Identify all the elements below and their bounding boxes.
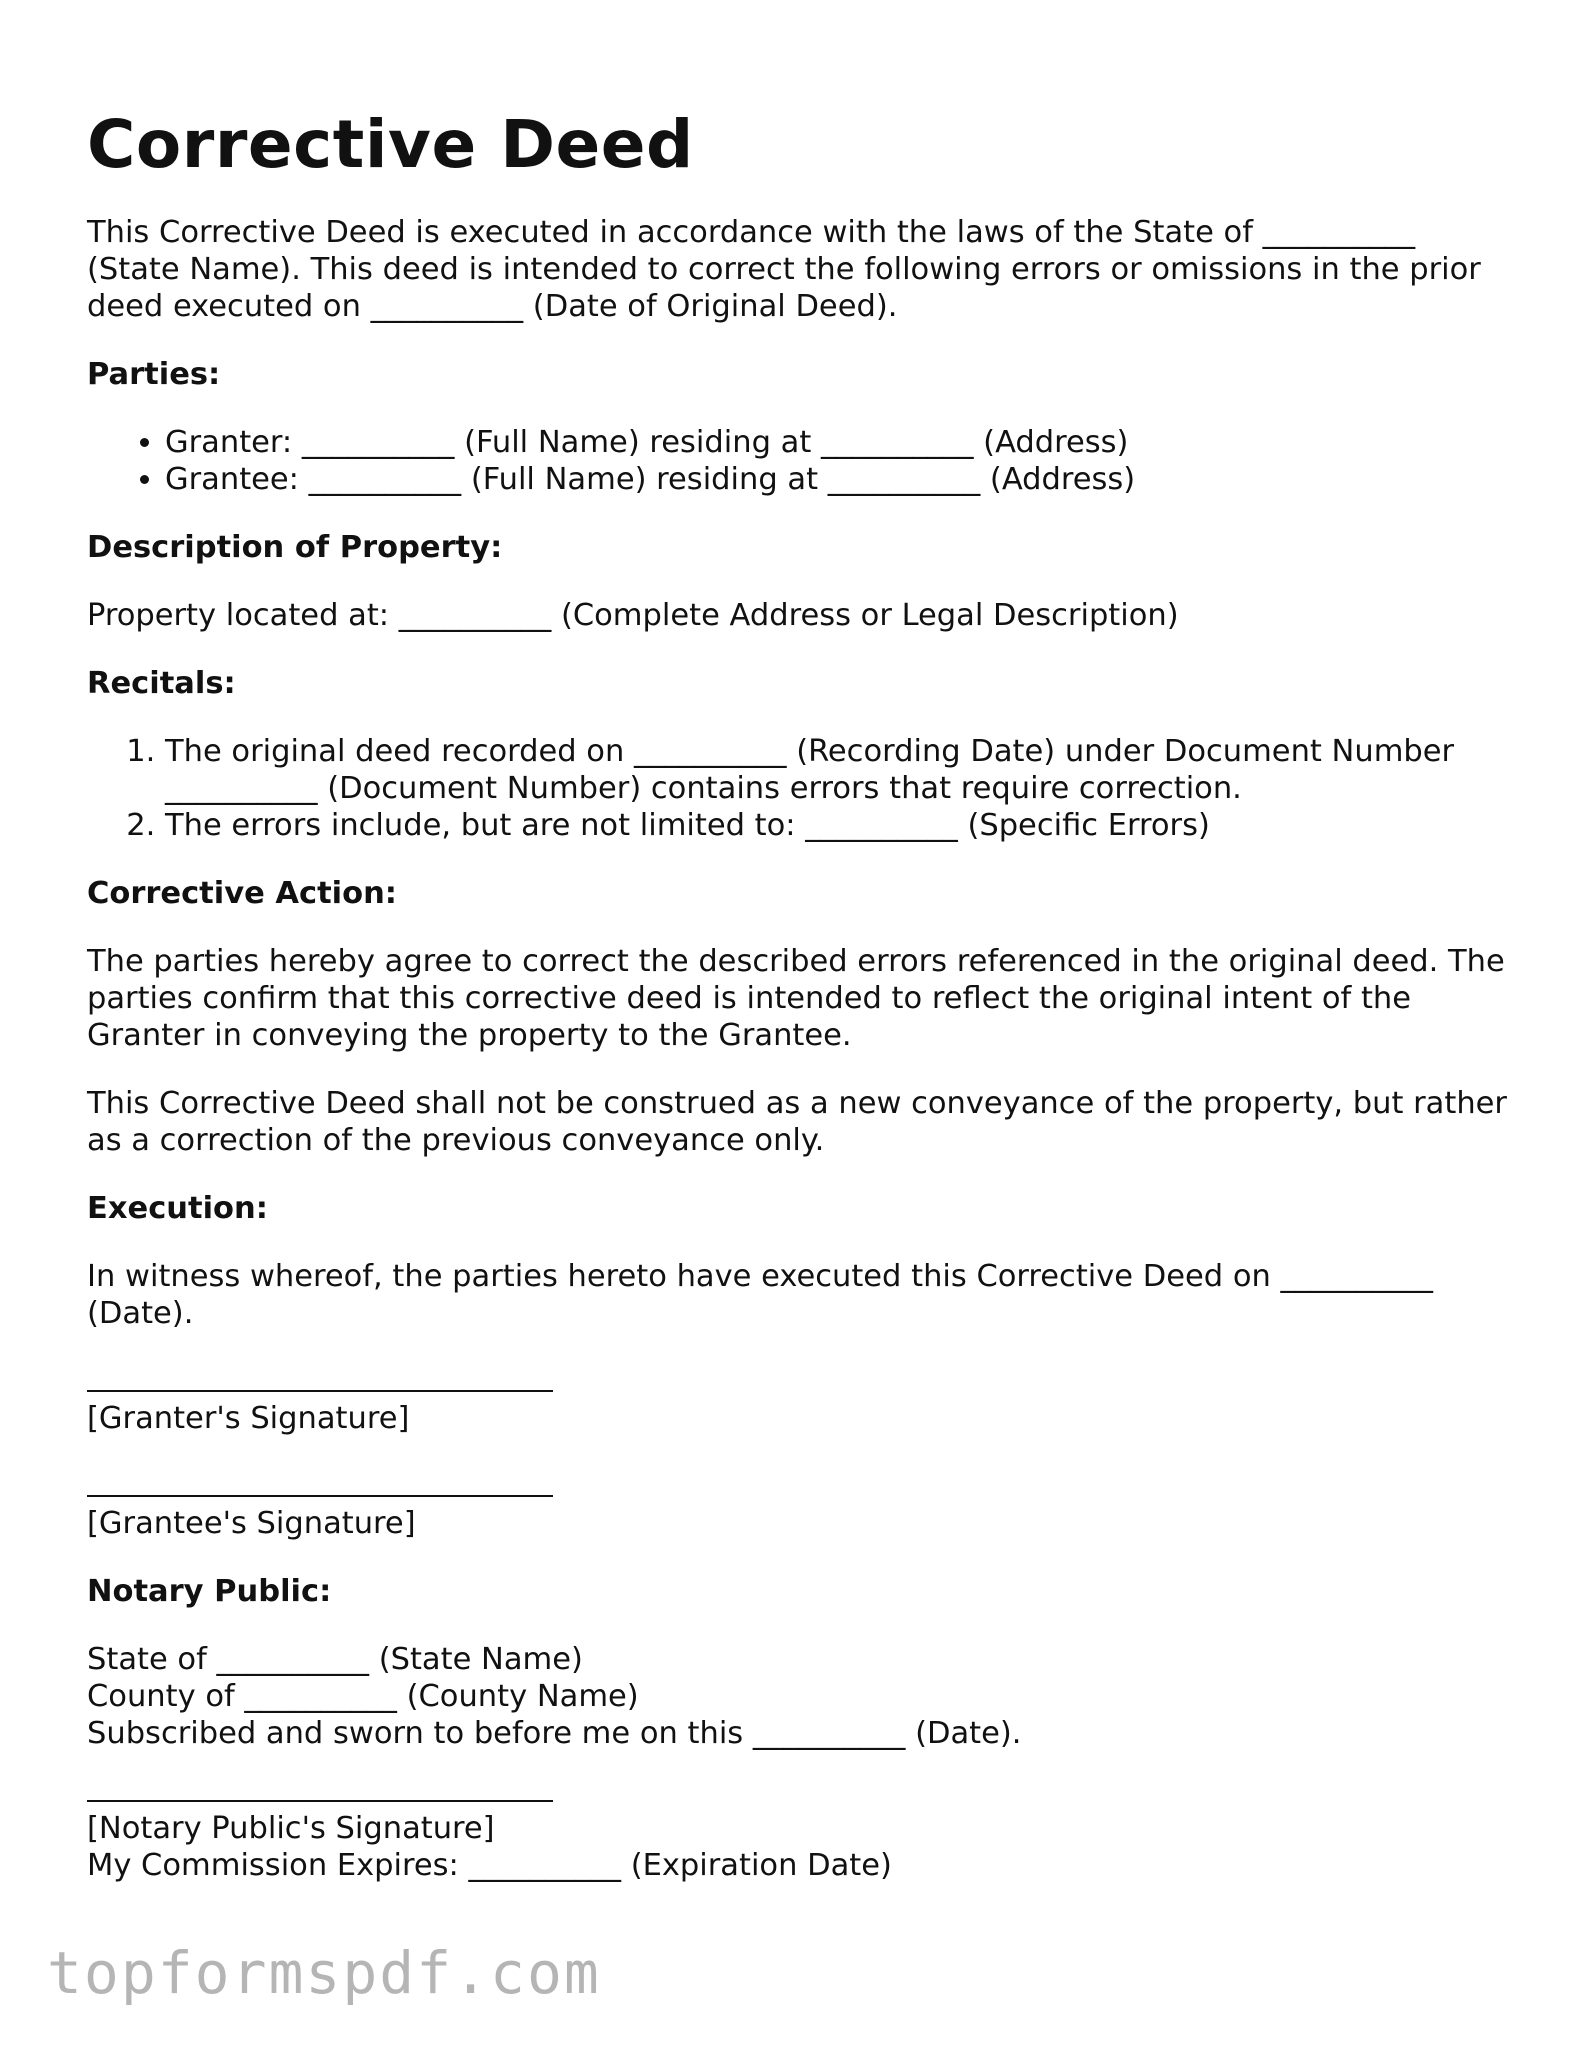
property-heading: Description of Property: [87, 530, 503, 565]
granter-signature-label: [Granter's Signature] [87, 1401, 410, 1436]
execution-heading: Execution: [87, 1191, 268, 1226]
notary-commission-line: My Commission Expires: __________ (Expiration Date) [87, 1848, 892, 1883]
granter-signature-line[interactable] [87, 1363, 553, 1392]
corrective-action-heading: Corrective Action: [87, 876, 397, 911]
parties-list [87, 424, 1507, 498]
execution-text: In witness whereof, the parties hereto have executed this Corrective Deed on __________ (Date). [87, 1259, 1434, 1331]
grantee-signature-line[interactable] [87, 1468, 553, 1497]
document-page [87, 105, 1507, 1915]
notary-block [87, 1641, 1507, 1752]
notary-heading: Notary Public: [87, 1574, 332, 1609]
notary-signature-line[interactable] [87, 1773, 553, 1802]
party-granter: • Granter: __________ (Full Name) residing at __________ (Address) [165, 424, 1507, 461]
notary-state-line: State of __________ (State Name) [87, 1642, 583, 1677]
notary-sworn-line: Subscribed and sworn to before me on this __________ (Date). [87, 1716, 1022, 1751]
notary-county-line: County of __________ (County Name) [87, 1679, 639, 1714]
site-watermark: topformspdf.com [47, 1939, 601, 2007]
granter-signature-block [87, 1363, 1507, 1437]
property-text: Property located at: __________ (Complete Address or Legal Description) [87, 598, 1179, 633]
recital-item: 2. The errors include, but are not limited to: __________ (Specific Errors) [165, 807, 1507, 844]
corrective-action-paragraph: The parties hereby agree to correct the described errors referenced in the original deed. The parties confirm that this corrective deed is intended to reflect the original intent of the Granter in conveying the property to the Grantee. [87, 944, 1505, 1053]
recitals-heading: Recitals: [87, 666, 236, 701]
recitals-list [87, 733, 1507, 844]
grantee-signature-block [87, 1468, 1507, 1542]
intro-paragraph: This Corrective Deed is executed in accordance with the laws of the State of __________ (State Name). This deed is intended to correct the following errors or omissions in the prior deed executed on __________ (Date of Original Deed). [87, 215, 1481, 324]
party-grantee: • Grantee: __________ (Full Name) residing at __________ (Address) [165, 461, 1507, 498]
recital-item: 1. The original deed recorded on __________ (Recording Date) under Document Number __________ (Document Number) contains errors that require correction. [165, 733, 1507, 807]
grantee-signature-label: [Grantee's Signature] [87, 1506, 416, 1541]
notary-signature-label: [Notary Public's Signature] [87, 1811, 495, 1846]
corrective-action-paragraph: This Corrective Deed shall not be construed as a new conveyance of the property, but rather as a correction of the previous conveyance only. [87, 1086, 1507, 1158]
document-title: Corrective Deed [87, 106, 694, 183]
notary-signature-block [87, 1773, 1507, 1884]
parties-heading: Parties: [87, 357, 221, 392]
